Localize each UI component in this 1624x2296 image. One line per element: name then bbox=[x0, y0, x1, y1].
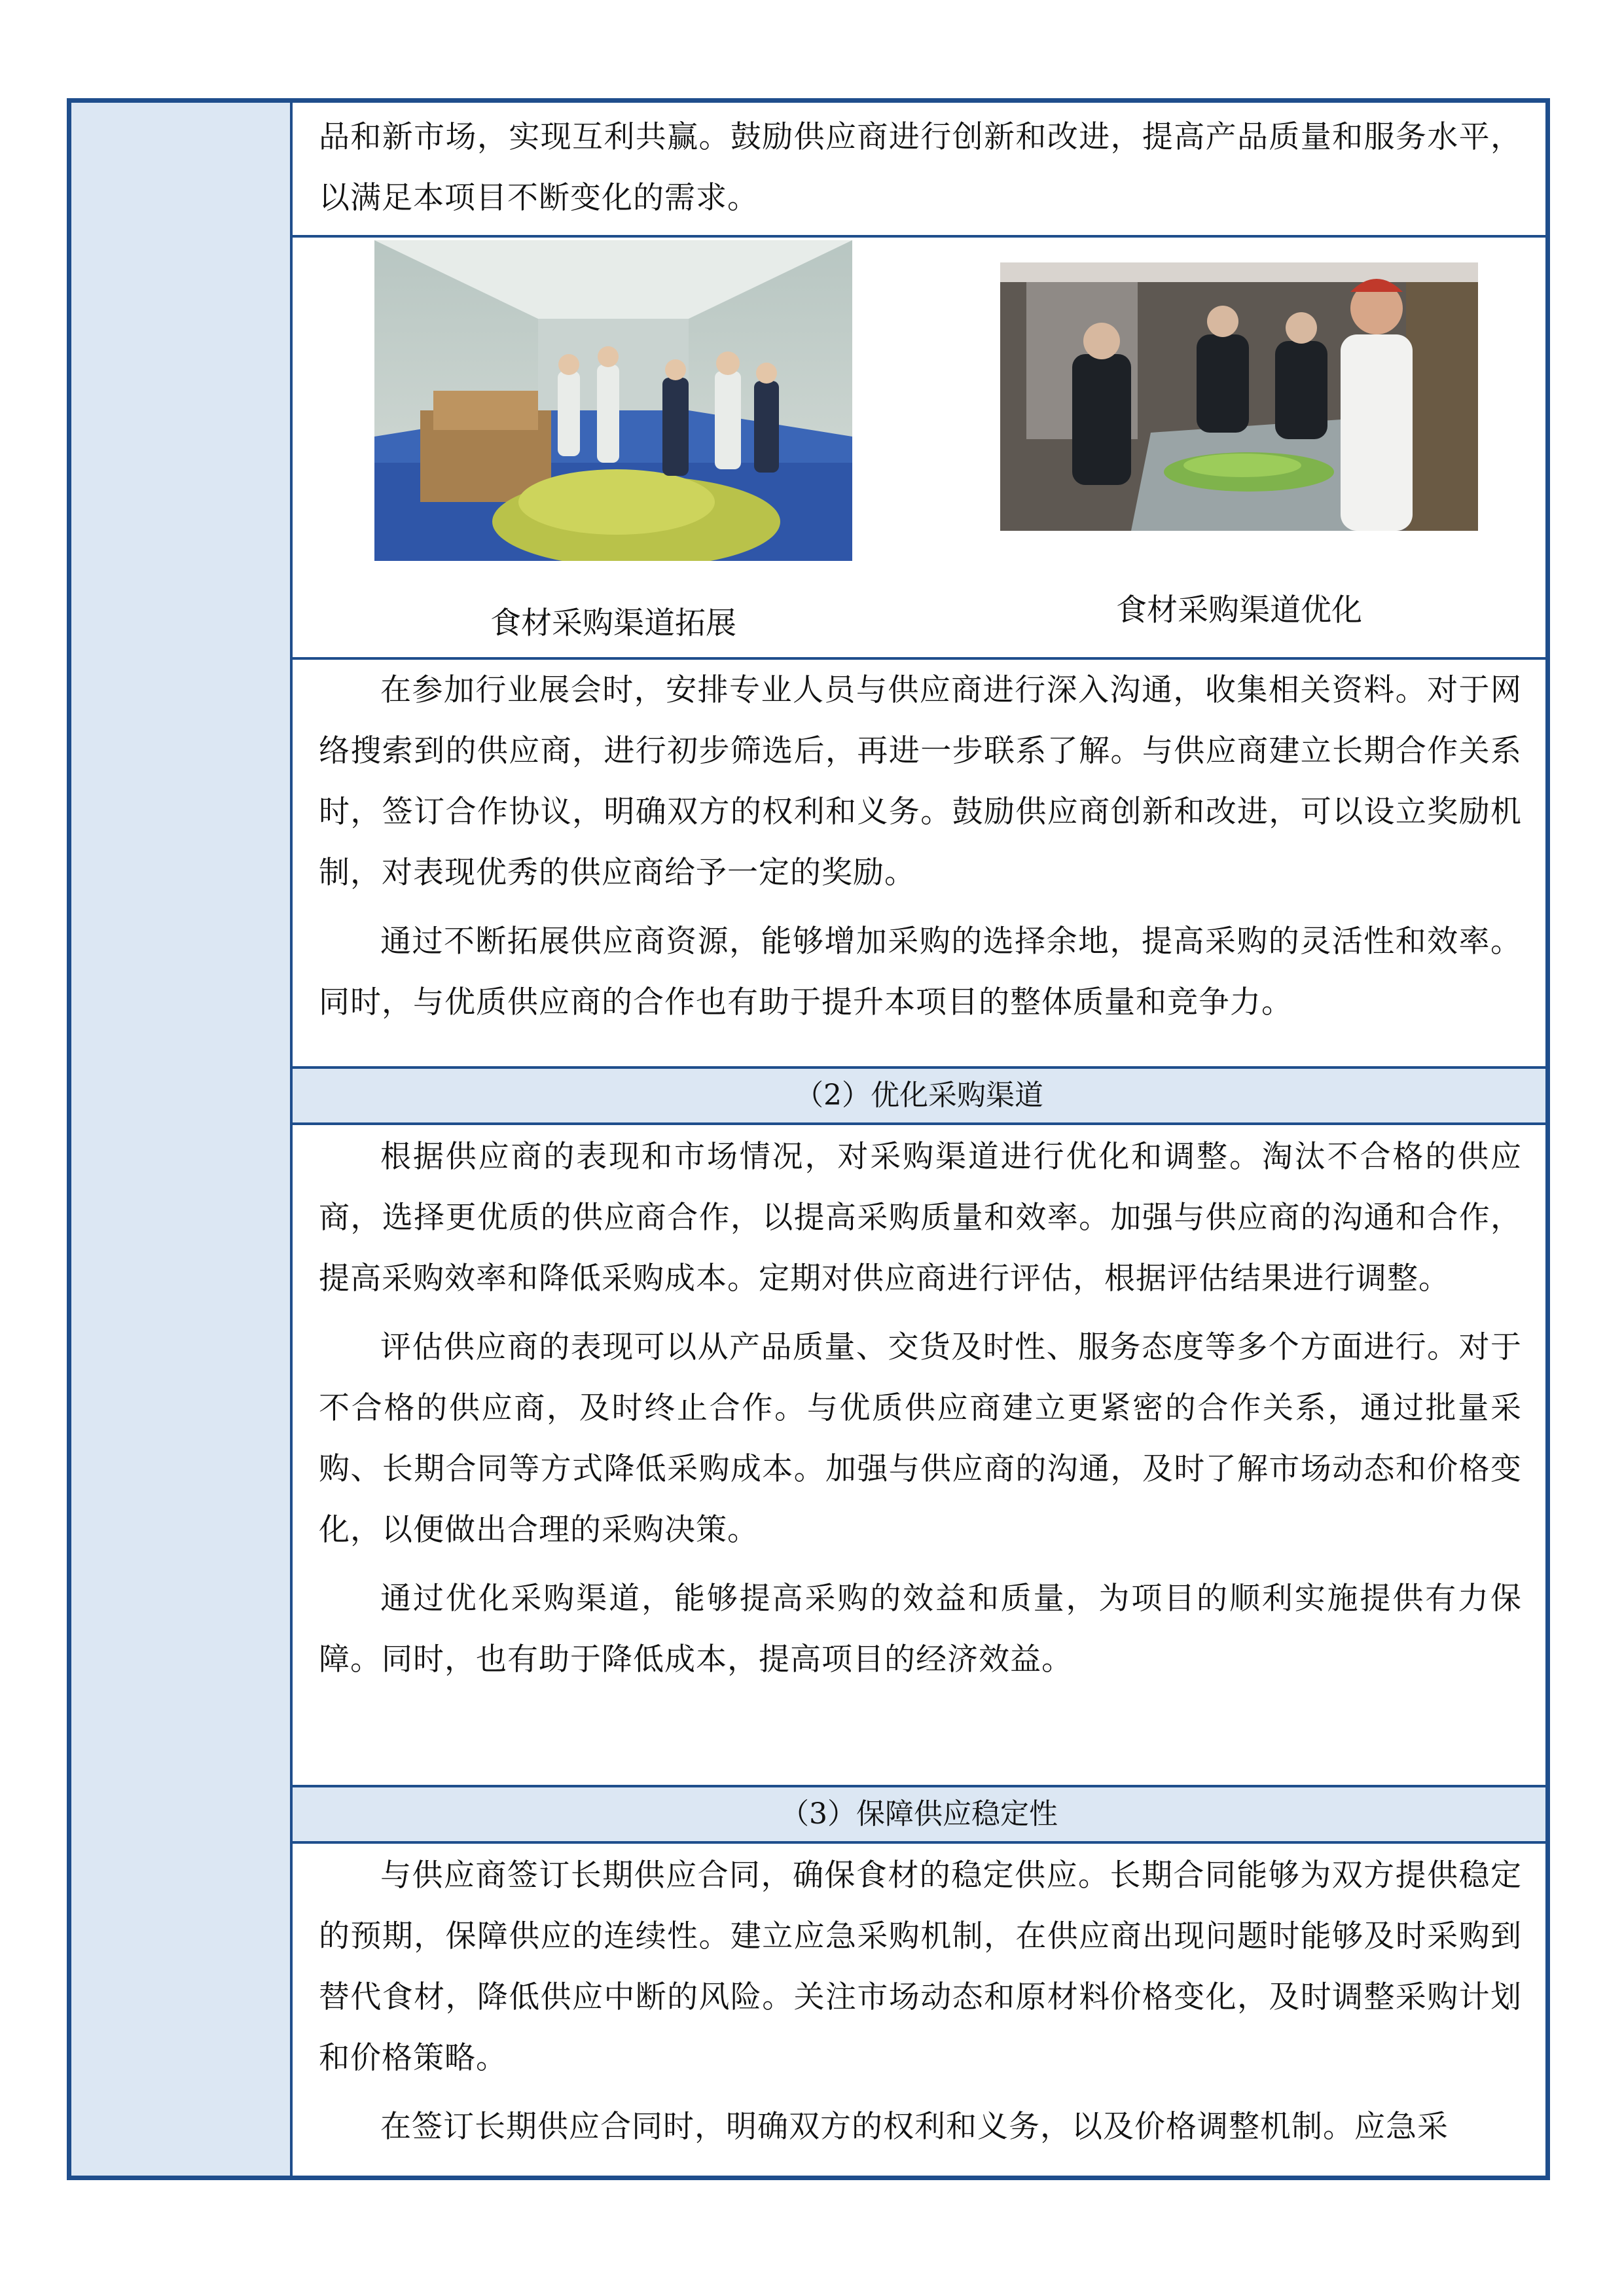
paragraph: 评估供应商的表现可以从产品质量、交货及时性、服务态度等多个方面进行。对于不合格的供应商，及时终止合作。与优质供应商建立更紧密的合作关系，通过批量采购、长期合同等方式降低采购成本。加强与供应商的沟通，及时了解市场动态和价格变化，以便做出合理的采购决策。 bbox=[319, 1329, 1522, 1548]
paragraph: 与供应商签订长期供应合同，确保食材的稳定供应。长期合同能够为双方提供稳定的预期，保障供应的连续性。建立应急采购机制，在供应商出现问题时能够及时采购到替代食材，降低供应中断的风险。关注市场动态和原材料价格变化，及时调整采购计划和价格策略。 bbox=[319, 1857, 1522, 2076]
section3-text bbox=[293, 1845, 1545, 2157]
paragraph: 根据供应商的表现和市场情况，对采购渠道进行优化和调整。淘汰不合格的供应商，选择更优质的供应商合作，以提高采购质量和效率。加强与供应商的沟通和合作，提高采购效率和降低采购成本。定期对供应商进行评估，根据评估结果进行调整。 bbox=[319, 1139, 1522, 1297]
paragraph: 在参加行业展会时，安排专业人员与供应商进行深入沟通，收集相关资料。对于网络搜索到的供应商，进行初步筛选后，再进一步联系了解。与供应商建立长期合作关系时，签订合作协议，明确双方的权利和义务。鼓励供应商创新和改进，可以设立奖励机制，对表现优秀的供应商给予一定的奖励。 bbox=[319, 672, 1522, 891]
section-heading: （3）保障供应稳定性 bbox=[293, 1787, 1545, 1841]
kitchen-photo bbox=[1000, 262, 1478, 531]
content-table bbox=[67, 98, 1550, 2180]
content-column bbox=[293, 103, 1545, 2176]
section-heading: （2）优化采购渠道 bbox=[293, 1069, 1545, 1122]
left-label-column bbox=[71, 103, 293, 2176]
paragraph: 通过优化采购渠道，能够提高采购的效益和质量，为项目的顺利实施提供有力保障。同时，也有助于降低成本，提高项目的经济效益。 bbox=[319, 1581, 1522, 1677]
intro-block bbox=[293, 107, 1545, 228]
paragraph: 在签订长期供应合同时，明确双方的权利和义务，以及价格调整机制。应急采 bbox=[380, 2109, 1449, 2145]
section2-text bbox=[293, 1126, 1545, 1690]
paragraph: 通过不断拓展供应商资源，能够增加采购的选择余地，提高采购的灵活性和效率。同时，与优质供应商的合作也有助于提升本项目的整体质量和竞争力。 bbox=[319, 924, 1522, 1020]
image-row bbox=[293, 238, 1545, 657]
image-caption: 食材采购渠道拓展 bbox=[490, 605, 736, 641]
image-caption: 食材采购渠道优化 bbox=[1116, 592, 1362, 628]
intro-paragraph: 品和新市场，实现互利共赢。鼓励供应商进行创新和改进，提高产品质量和服务水平，以满足本项目不断变化的需求。 bbox=[319, 119, 1522, 216]
section1-text bbox=[293, 660, 1545, 1033]
warehouse-photo bbox=[374, 240, 852, 561]
